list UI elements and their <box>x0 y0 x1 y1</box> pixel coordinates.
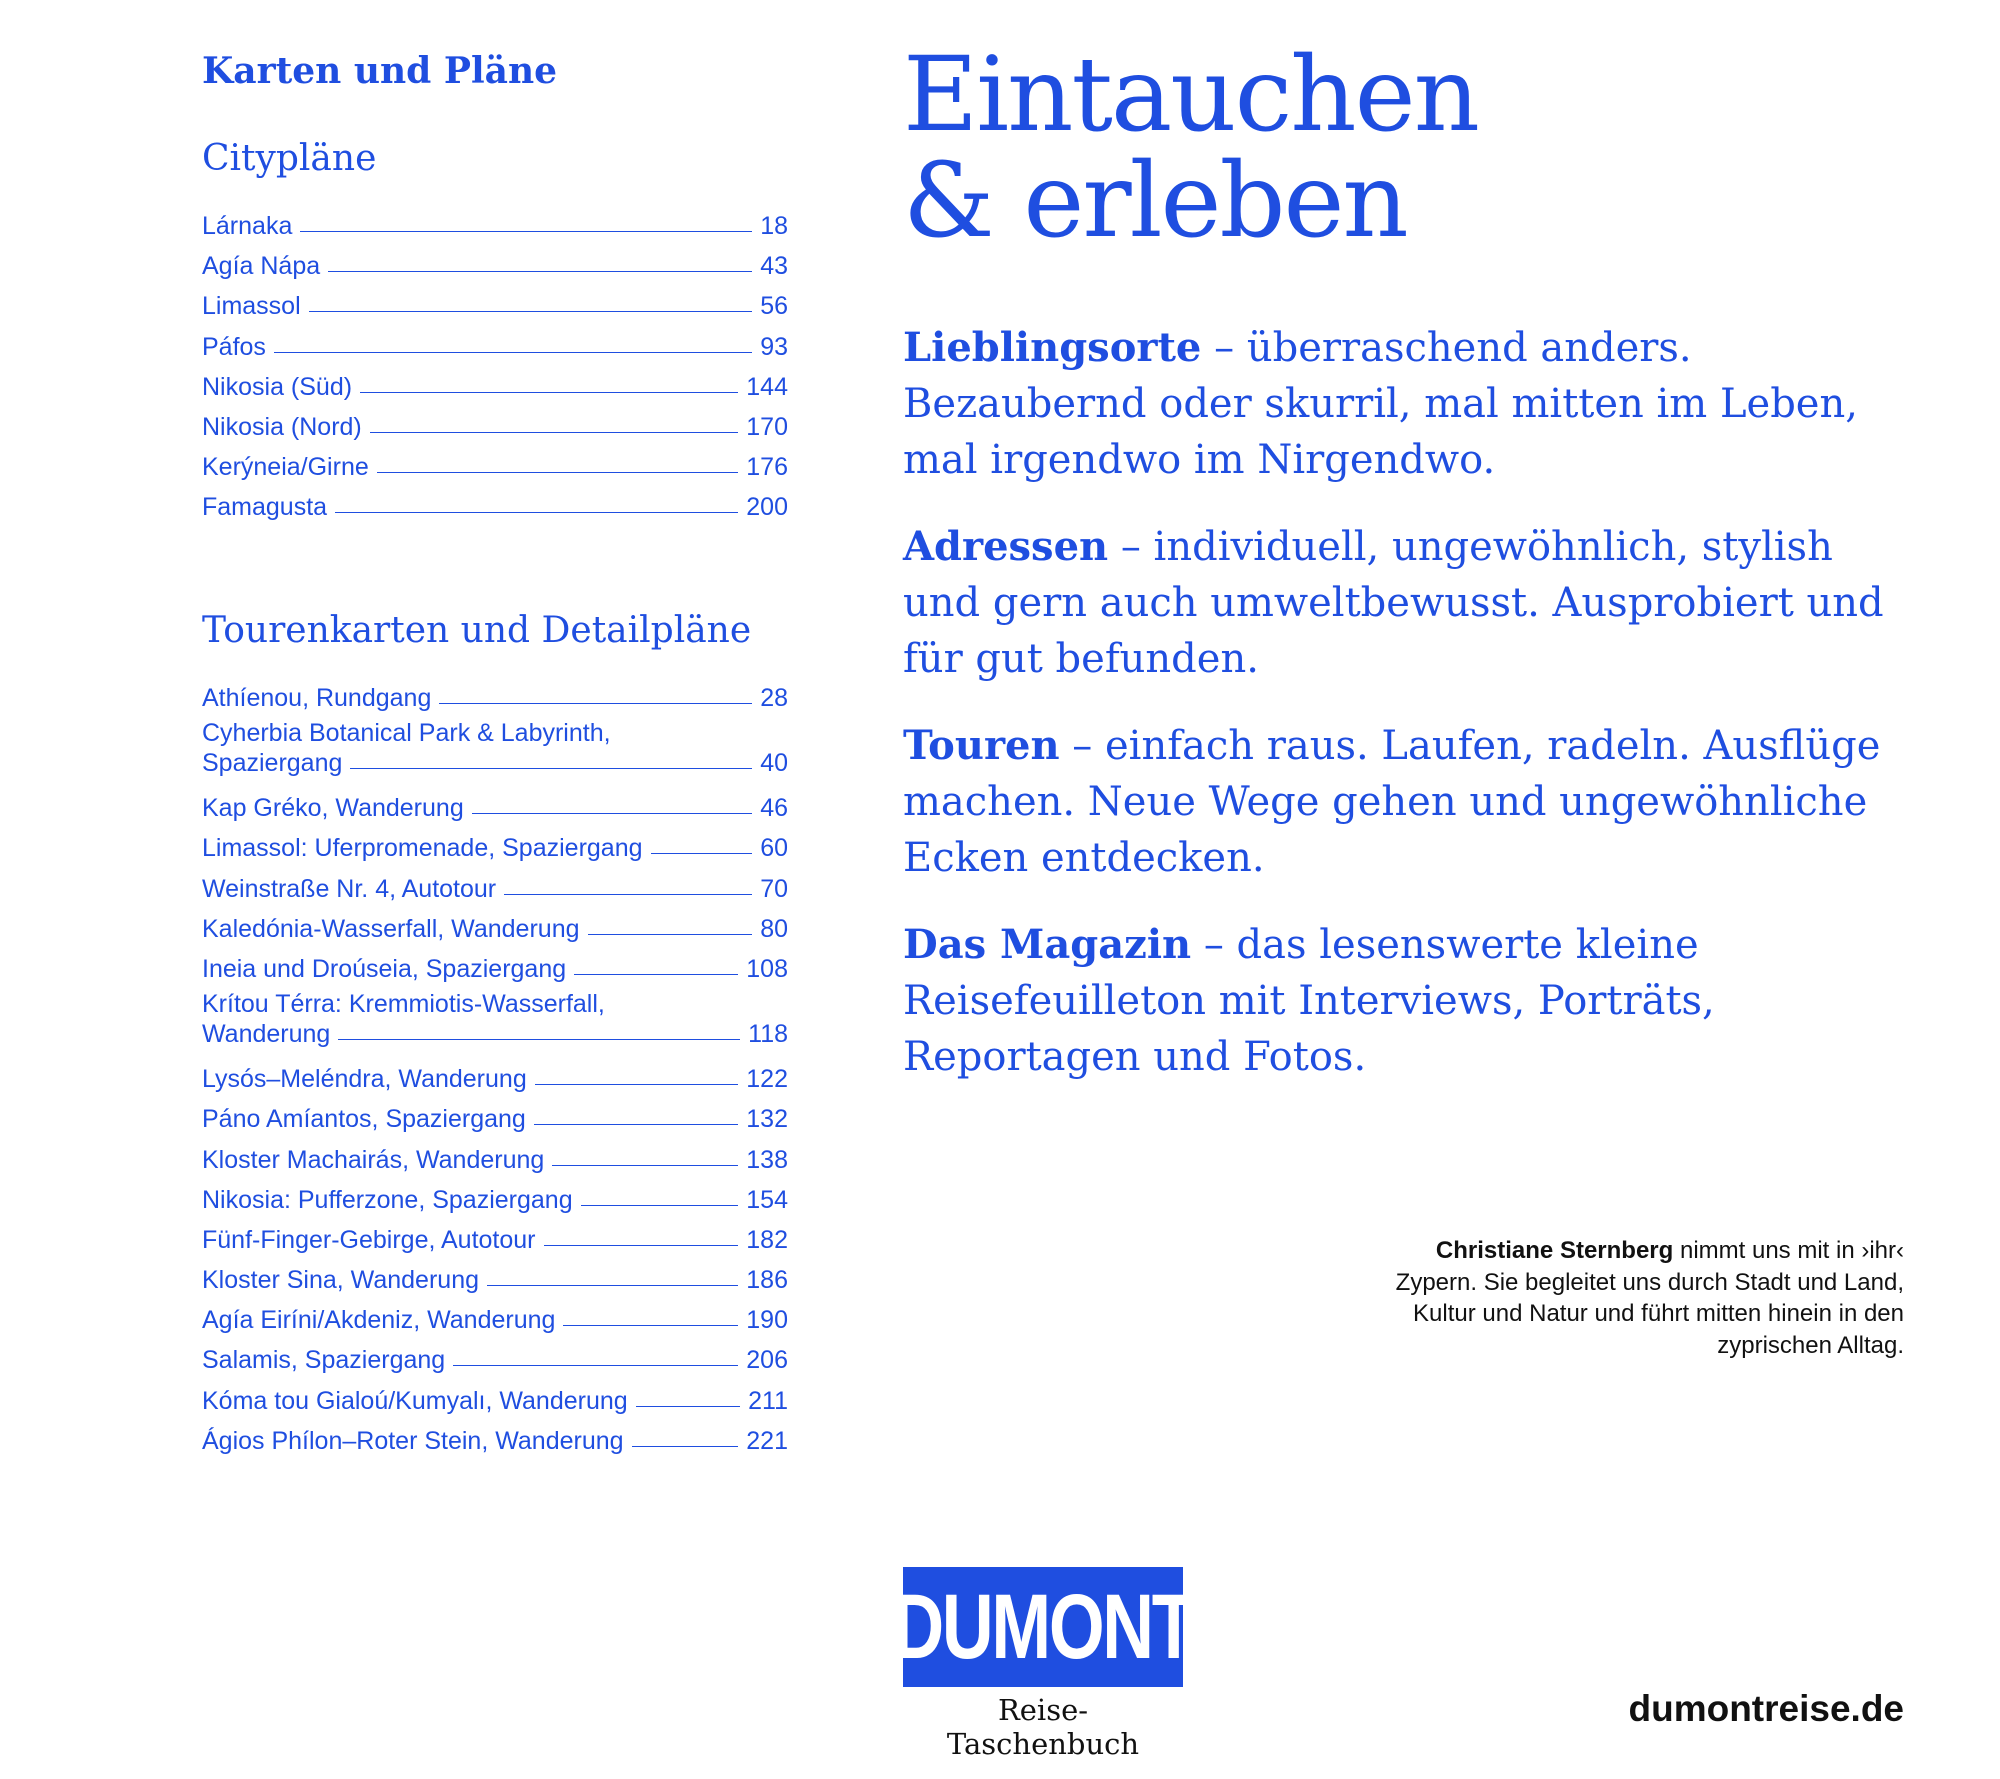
toc-entry <box>202 367 788 407</box>
toc-entry <box>202 1340 788 1380</box>
toc-page-number: 138 <box>746 1145 788 1174</box>
feature-magazine <box>903 917 1903 1085</box>
toc-entry <box>202 286 788 326</box>
toc-leader-line <box>309 311 753 312</box>
toc-entry <box>202 1381 788 1421</box>
toc-leader-line <box>360 392 738 393</box>
toc-entry <box>202 1099 788 1139</box>
toc-entry <box>202 327 788 367</box>
author-bio <box>1380 1235 1904 1361</box>
toc-entry <box>202 678 788 718</box>
toc-leader-line <box>300 231 752 232</box>
toc-entry <box>202 718 788 788</box>
tour-maps-list <box>202 678 788 1461</box>
toc-leader-line <box>487 1285 738 1286</box>
tour-maps-heading: Tourenkarten und Detailpläne <box>202 610 752 651</box>
toc-leader-line <box>377 472 739 473</box>
toc-page-number: 186 <box>746 1266 788 1295</box>
dumont-logo <box>892 1567 1194 1687</box>
toc-leader-line <box>534 1124 738 1125</box>
toc-entry-title: Lárnaka <box>202 212 293 240</box>
toc-page-number: 221 <box>746 1426 788 1455</box>
toc-page-number: 60 <box>760 834 788 863</box>
feature-text: – individuell, ungewöhnlich, stylish und gern auch umweltbewusst. Ausprobiert und für gut befunden. <box>903 524 1884 682</box>
toc-leader-line <box>439 703 752 704</box>
toc-page-number: 122 <box>746 1065 788 1094</box>
toc-leader-line <box>574 974 738 975</box>
author-name: Christiane Sternberg <box>1435 1237 1674 1264</box>
toc-page-number: 70 <box>760 874 788 903</box>
toc-leader-line <box>563 1325 738 1326</box>
toc-leader-line <box>651 853 753 854</box>
toc-leader-line <box>274 352 752 353</box>
hero-title <box>903 35 1903 261</box>
toc-leader-line <box>535 1084 739 1085</box>
toc-entry <box>202 407 788 447</box>
toc-leader-line <box>350 768 752 769</box>
toc-leader-line <box>370 432 739 433</box>
toc-entry <box>202 1421 788 1461</box>
toc-page-number: 190 <box>746 1306 788 1335</box>
toc-entry-title: Weinstraße Nr. 4, Autotour <box>202 874 497 903</box>
toc-leader-line <box>335 512 738 513</box>
toc-entry-title: Krítou Térra: Kremmiotis-Wasserfall, <box>202 990 605 1019</box>
toc-entry-title: Fünf-Finger-Gebirge, Autotour <box>202 1225 536 1254</box>
toc-entry-title: Lysós–Meléndra, Wanderung <box>202 1065 527 1094</box>
toc-entry <box>202 869 788 909</box>
toc-entry-title: Kap Gréko, Wanderung <box>202 794 464 823</box>
feature-label: Adressen <box>903 523 1109 570</box>
feature-text: – das lesenswerte kleine Reisefeuilleton mit Interviews, Porträts, Reportagen und Fotos. <box>903 922 1715 1080</box>
hero-line-1: Eintauchen <box>903 35 1478 155</box>
toc-page-number: 56 <box>760 292 788 321</box>
toc-page-number: 40 <box>760 749 788 778</box>
toc-entry-title: Kerýneia/Girne <box>202 453 369 482</box>
maps-title: Karten und Pläne <box>202 50 558 92</box>
toc-leader-line <box>636 1406 740 1407</box>
toc-entry-title: Cyherbia Botanical Park & Labyrinth, <box>202 719 611 748</box>
toc-leader-line <box>472 813 752 814</box>
toc-entry-title: Nikosia: Pufferzone, Spaziergang <box>202 1185 573 1214</box>
toc-page-number: 80 <box>760 914 788 943</box>
toc-leader-line <box>544 1245 739 1246</box>
toc-entry-title: Nikosia (Nord) <box>202 412 362 441</box>
toc-page-number: 182 <box>746 1225 788 1254</box>
toc-leader-line <box>338 1039 740 1040</box>
toc-entry-title: Salamis, Spaziergang <box>202 1346 446 1375</box>
feature-tours <box>903 718 1903 886</box>
toc-page-number: 154 <box>746 1185 788 1214</box>
toc-entry <box>202 1180 788 1220</box>
toc-page-number: 170 <box>746 412 788 441</box>
toc-entry <box>202 1260 788 1300</box>
toc-entry-title: Kóma tou Gialoú/Kumyalı, Wanderung <box>202 1386 628 1415</box>
toc-page-number: 108 <box>746 954 788 983</box>
toc-entry-title: Limassol: Uferpromenade, Spaziergang <box>202 834 643 863</box>
toc-page-number: 206 <box>746 1346 788 1375</box>
toc-entry-title: Páfos <box>202 332 266 361</box>
feature-label: Touren <box>903 722 1060 769</box>
toc-leader-line <box>552 1165 738 1166</box>
toc-entry <box>202 1140 788 1180</box>
toc-entry-title: Famagusta <box>202 493 328 522</box>
toc-entry <box>202 989 788 1059</box>
feature-addresses <box>903 519 1903 687</box>
toc-entry-title: Kloster Machairás, Wanderung <box>202 1145 545 1174</box>
toc-entry <box>202 1220 788 1260</box>
toc-entry <box>202 246 788 286</box>
series-name: Reise-Taschenbuch <box>946 1693 1140 1761</box>
toc-page-number: 118 <box>748 1020 788 1049</box>
toc-entry-title: Ágios Phílon–Roter Stein, Wanderung <box>202 1426 624 1455</box>
toc-entry <box>202 206 788 246</box>
toc-entry <box>202 909 788 949</box>
toc-entry-title: Ineia und Droúseia, Spaziergang <box>202 954 567 983</box>
toc-entry <box>202 447 788 487</box>
toc-entry <box>202 487 788 527</box>
toc-entry <box>202 1059 788 1099</box>
toc-leader-line <box>453 1365 738 1366</box>
feature-text: – einfach raus. Laufen, radeln. Ausflüge machen. Neue Wege gehen und ungewöhnliche Ecken entdecken. <box>903 723 1881 881</box>
toc-entry <box>202 1300 788 1340</box>
toc-page-number: 211 <box>748 1386 788 1415</box>
toc-entry-title: Agía Nápa <box>202 252 321 281</box>
toc-page-number: 28 <box>760 684 788 712</box>
hero-line-2: & erleben <box>903 141 1407 261</box>
toc-entry-title: Páno Amíantos, Spaziergang <box>202 1105 526 1134</box>
toc-page-number: 43 <box>760 252 788 281</box>
intro-column <box>903 35 1903 1080</box>
toc-entry-title-cont: Spaziergang <box>202 749 343 778</box>
toc-page-number: 132 <box>746 1105 788 1134</box>
toc-entry <box>202 828 788 868</box>
feature-favorite-places <box>903 320 1903 488</box>
toc-entry-title: Agía Eiríni/Akdeniz, Wanderung <box>202 1306 556 1335</box>
toc-entry-title-cont: Wanderung <box>202 1020 331 1049</box>
toc-page-number: 144 <box>746 372 788 401</box>
toc-page-number: 93 <box>760 332 788 361</box>
logo-text: DUMONT <box>892 1576 1194 1678</box>
author-bio-text: nimmt uns mit in ›ihr‹ Zypern. Sie begleitet uns durch Stadt und Land, Kultur und Natur und führt mitten hinein in den zyprischen Alltag. <box>1395 1237 1904 1359</box>
feature-text: – überraschend anders. Bezaubernd oder skurril, mal mitten im Leben, mal irgendwo im Nirgendwo. <box>903 325 1858 483</box>
toc-leader-line <box>328 271 752 272</box>
toc-leader-line <box>632 1446 739 1447</box>
website-url: dumontreise.de <box>1628 1688 1904 1729</box>
toc-entry-title: Athíenou, Rundgang <box>202 684 432 712</box>
city-maps-heading: Citypläne <box>202 138 377 179</box>
toc-leader-line <box>588 934 753 935</box>
toc-page-number: 18 <box>760 212 788 240</box>
toc-entry-title: Kloster Sina, Wanderung <box>202 1266 480 1295</box>
toc-page-number: 46 <box>760 794 788 823</box>
city-maps-list <box>202 206 788 528</box>
toc-page-number: 176 <box>746 453 788 482</box>
feature-label: Lieblingsorte <box>903 324 1202 371</box>
toc-entry <box>202 949 788 989</box>
toc-leader-line <box>504 894 752 895</box>
toc-entry-title: Limassol <box>202 292 301 321</box>
toc-entry-title: Nikosia (Süd) <box>202 372 353 401</box>
toc-leader-line <box>581 1205 739 1206</box>
toc-entry <box>202 788 788 828</box>
feature-label: Das Magazin <box>903 921 1192 968</box>
toc-page-number: 200 <box>746 493 788 522</box>
toc-entry-title: Kaledónia-Wasserfall, Wanderung <box>202 914 580 943</box>
